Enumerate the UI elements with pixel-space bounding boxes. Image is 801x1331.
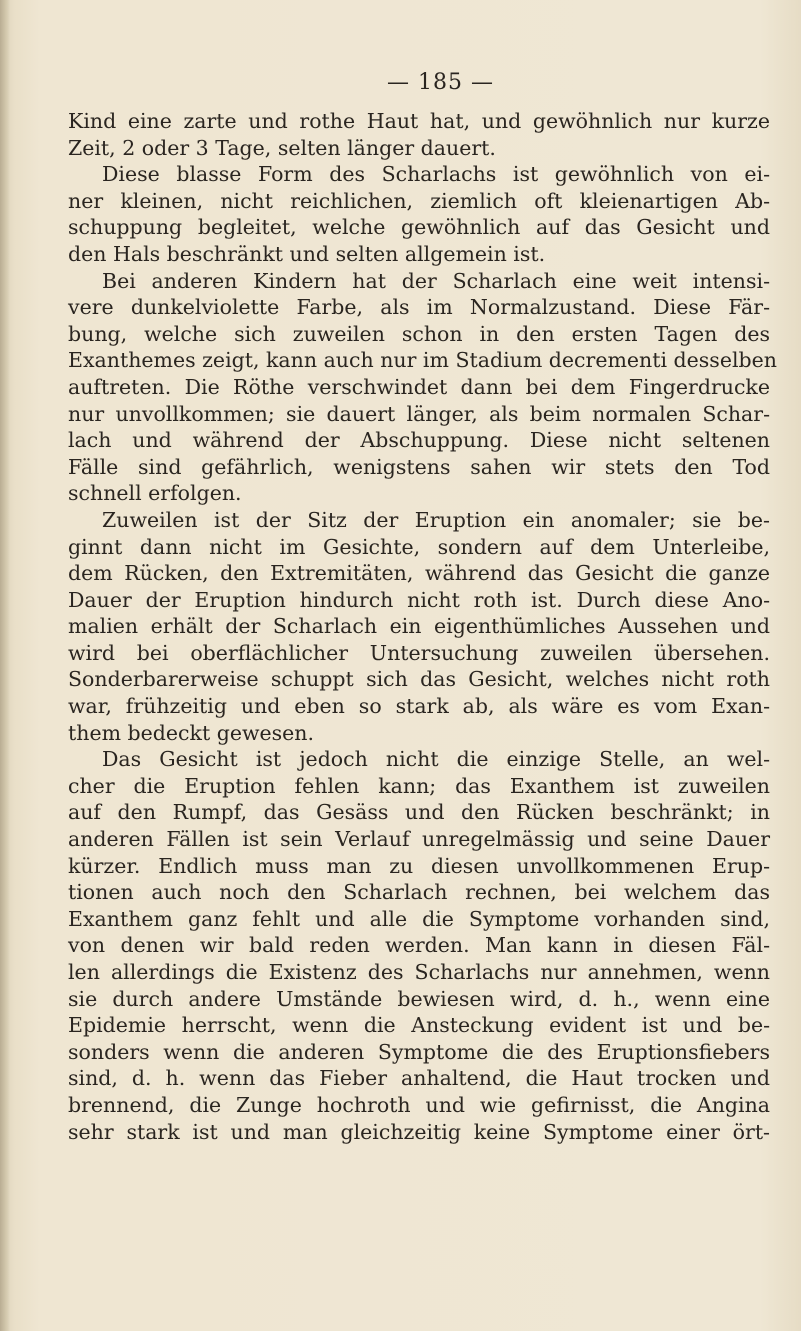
text-line: auf den Rumpf, das Gesäss und den Rücken beschränkt; in xyxy=(68,800,770,825)
text-line: Das Gesicht ist jedoch nicht die einzige Stelle, an wel- xyxy=(102,747,770,772)
text-line: Fälle sind gefährlich, wenigstens sahen wir stets den Tod xyxy=(68,454,770,479)
text-line: brennend, die Zunge hochroth und wie gefirnisst, die Angina xyxy=(68,1092,770,1117)
text-line: Exanthemes zeigt, kann auch nur im Stadium decrementi desselben xyxy=(68,348,777,373)
text-line: bung, welche sich zuweilen schon in den ersten Tagen des xyxy=(68,321,770,346)
page-number: — 185 — xyxy=(387,70,494,95)
text-line: schnell erfolgen. xyxy=(68,481,242,506)
text-line: sie durch andere Umstände bewiesen wird, d. h., wenn eine xyxy=(68,986,770,1011)
text-line: den Hals beschränkt und selten allgemein ist. xyxy=(68,241,546,266)
text-line: tionen auch noch den Scharlach rechnen, bei welchem das xyxy=(68,880,770,905)
text-line: sonders wenn die anderen Symptome die des Eruptionsfiebers xyxy=(68,1039,770,1064)
text-line: Sonderbarerweise schuppt sich das Gesicht, welches nicht roth xyxy=(68,667,770,692)
text-line: wird bei oberflächlicher Untersuchung zuweilen übersehen. xyxy=(68,640,770,665)
text-line: lach und während der Abschuppung. Diese nicht seltenen xyxy=(68,428,770,453)
text-line: Zuweilen ist der Sitz der Eruption ein anomaler; sie be- xyxy=(102,507,770,532)
text-line: dem Rücken, den Extremitäten, während das Gesicht die ganze xyxy=(68,561,770,586)
text-line: Bei anderen Kindern hat der Scharlach eine weit intensi- xyxy=(102,268,770,293)
body-text xyxy=(68,108,777,1145)
text-line: malien erhält der Scharlach ein eigenthümliches Aussehen und xyxy=(68,614,770,639)
text-line: kürzer. Endlich muss man zu diesen unvollkommenen Erup- xyxy=(68,853,770,878)
text-line: sehr stark ist und man gleichzeitig keine Symptome einer ört- xyxy=(68,1119,770,1144)
text-line: Diese blasse Form des Scharlachs ist gewöhnlich von ei- xyxy=(102,162,770,187)
text-line: them bedeckt gewesen. xyxy=(68,720,314,745)
text-line: len allerdings die Existenz des Scharlachs nur annehmen, wenn xyxy=(68,960,770,984)
text-line: nur unvollkommen; sie dauert länger, als beim normalen Schar- xyxy=(68,401,770,426)
text-line: von denen wir bald reden werden. Man kann in diesen Fäl- xyxy=(68,933,770,958)
page-binding-edge xyxy=(0,0,10,1331)
text-line: schuppung begleitet, welche gewöhnlich auf das Gesicht und xyxy=(68,215,770,240)
text-line: ner kleinen, nicht reichlichen, ziemlich oft kleienartigen Ab- xyxy=(68,188,770,213)
text-line: Exanthem ganz fehlt und alle die Symptome vorhanden sind, xyxy=(68,906,770,931)
text-line: vere dunkelviolette Farbe, als im Normalzustand. Diese Fär- xyxy=(68,295,770,320)
text-line: Epidemie herrscht, wenn die Ansteckung evident ist und be- xyxy=(68,1013,770,1038)
text-line: sind, d. h. wenn das Fieber anhaltend, die Haut trocken und xyxy=(68,1066,770,1091)
text-line: Kind eine zarte und rothe Haut hat, und gewöhnlich nur kurze xyxy=(68,109,770,133)
text-line: Zeit, 2 oder 3 Tage, selten länger dauert. xyxy=(68,135,496,160)
text-line: cher die Eruption fehlen kann; das Exanthem ist zuweilen xyxy=(68,773,770,798)
text-line: anderen Fällen ist sein Verlauf unregelmässig und seine Dauer xyxy=(68,827,770,852)
text-line: ginnt dann nicht im Gesichte, sondern auf dem Unterleibe, xyxy=(68,534,770,559)
text-line: war, frühzeitig und eben so stark ab, als wäre es vom Exan- xyxy=(68,694,770,719)
text-line: auftreten. Die Röthe verschwindet dann bei dem Fingerdrucke xyxy=(68,374,770,399)
text-line: Dauer der Eruption hindurch nicht roth ist. Durch diese Ano- xyxy=(68,587,770,612)
